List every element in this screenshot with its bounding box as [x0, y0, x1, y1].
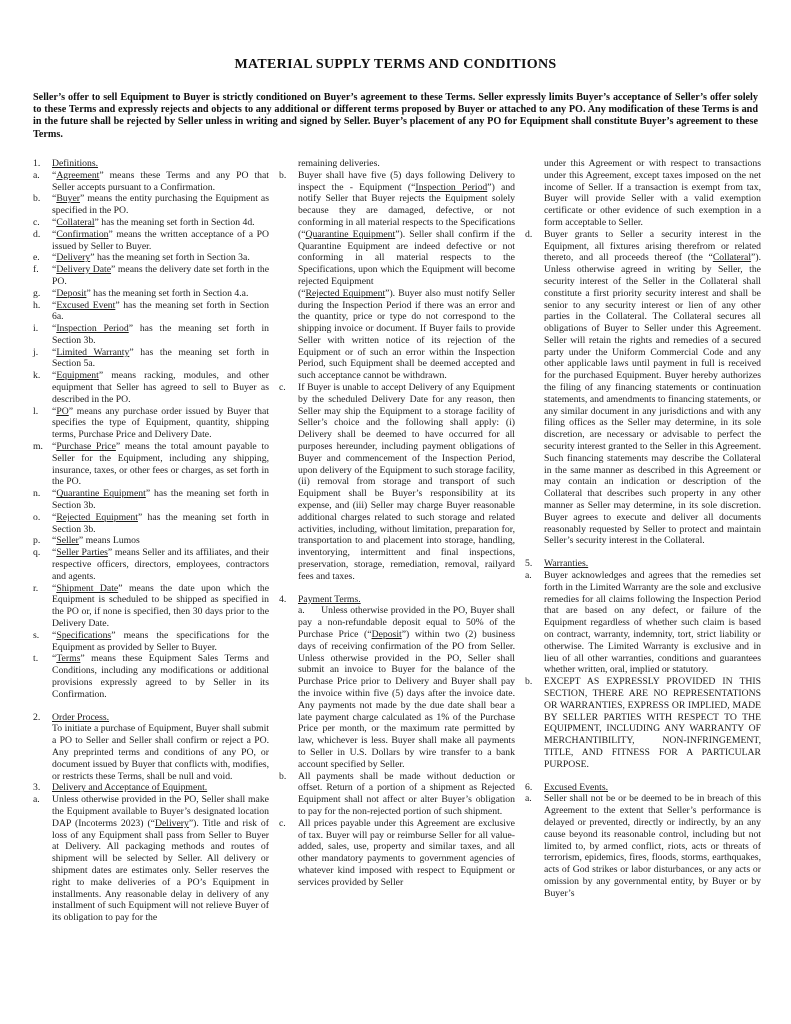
defined-term: Excused Events. — [544, 781, 609, 793]
continuation-text — [33, 723, 269, 782]
clause — [33, 535, 269, 547]
defined-term: Rejected Equipment — [56, 511, 138, 523]
text-run: a. Unless otherwise provided in the PO, Buyer shall pay a non-refundable deposit equal to 50% of the Purchase Price (“ — [298, 605, 515, 641]
clause — [33, 170, 269, 194]
text-run: “ — [52, 252, 57, 264]
text-run: All prices payable under this Agreement are exclusive of tax. Buyer will pay or reimburse Seller for all value-added, sales, use, property and similar taxes, and all other mandatory payments to government agencies of whatever kind imposed with respect to Equipment or services provided by Seller — [298, 817, 515, 888]
column-2 — [279, 158, 515, 924]
clause — [33, 794, 269, 924]
item-text — [298, 605, 515, 769]
text-run: EXCEPT AS EXPRESSLY PROVIDED IN THIS SECTION, THERE ARE NO REPRESENTATIONS OR WARRANTIES, EXPRESS OR IMPLIED, MADE BY SELLER PARTIES WITH RESPECT TO THE EQUIPMENT, INCLUDING ANY WARRANTY OF MERCHANTIBILITY, NON-INFRINGEMENT, TITLE, AND FITNESS FOR A PARTICULAR PURPOSE. — [544, 676, 761, 770]
text-run: ”) within two (2) business days of receiving confirmation of the PO from Seller. Unless otherwise provided in the PO, Seller shall submit an invoice to Buyer for the balance of the Purchase Price prior to Delivery and Buyer shall pay the invoice within five (5) days after the invoice date. Any payments not made by the due date shall bear a late payment charge calculated as 1% of the Purchase Price per month, or the maximum rate permitted by law, whichever is less. Buyer shall make all payments to Seller in U.S. Dollars by wire transfer to a bank account specified by Seller. — [298, 629, 515, 770]
item-text — [298, 818, 515, 888]
item-label: b. — [525, 676, 533, 688]
clause — [525, 793, 761, 899]
clause — [33, 630, 269, 654]
defined-term: Payment Terms. — [298, 593, 361, 605]
item-label: e. — [33, 252, 40, 264]
defined-term: Rejected Equipment — [305, 287, 386, 299]
text-run: ”). Unless otherwise agreed in writing by Seller, the security interest of the Seller in the Collateral shall constitute a first priority security interest and shall be senior to any security interest or lien of any other parties in the Collateral. The Collateral secures all obligations of Buyer to Seller under this Agreement. Seller will retain the rights and remedies of a secured party under the Uniform Commercial Code and any other applicable laws until payment in full is received for the purchased Equipment. Buyer hereby authorizes the filing of any financing statements or continuation statements, and amendments to financing statements, or any similar document in any jurisdictions and with any filing offices as the Seller may determine, in its sole discretion, are necessary or advisable to perfect the security interest granted to the Seller in this Agreement. Such financing statements may describe the Collateral in the same manner as described in this Agreement or may contain an indication or description of the Collateral that describes such property in any other manner as Seller may determine, in its sole discretion. Buyer agrees to execute and deliver all documents reasonably requested by Seller to protect and maintain Seller’s security interest in the Collateral. — [544, 252, 761, 547]
clause — [33, 547, 269, 582]
item-label: n. — [33, 488, 41, 500]
item-label: a. — [525, 793, 532, 805]
defined-term: Delivery Date — [56, 264, 112, 276]
defined-term: Limited Warranty — [56, 346, 130, 358]
text-run: “ — [52, 264, 57, 276]
text-run: ” has the meaning set forth in Section 3b. — [52, 323, 269, 346]
defined-term: Warranties. — [544, 558, 589, 570]
item-text — [52, 547, 269, 582]
defined-term: Delivery and Acceptance of Equipment. — [52, 782, 208, 794]
text-run: ” means these Terms and any PO that Seller accepts pursuant to a Confirmation. — [52, 169, 269, 193]
text-run: under this Agreement or with respect to transactions under this Agreement, except taxes imposed on the net income of Seller. If a transaction is exempt from tax, Buyer will provide Seller with a valid exemption certificate or other evidence of such exemption in a form acceptable to Seller. — [544, 157, 761, 228]
defined-term: Collateral — [712, 252, 752, 264]
item-label: 1. — [33, 157, 41, 169]
defined-term: Purchase Price — [56, 441, 116, 453]
defined-term: Quarantine Equipment — [305, 228, 396, 240]
item-text — [52, 288, 248, 299]
item-text — [298, 594, 361, 605]
item-label: o. — [33, 511, 41, 523]
defined-term: Deposit — [371, 629, 402, 641]
text-run: ” has the meaning set forth in Section 4d. — [94, 216, 255, 228]
item-text — [52, 512, 269, 535]
clause — [33, 252, 269, 264]
intro-paragraph: Seller’s offer to sell Equipment to Buyer is strictly conditioned on Buyer’s agreement to these Terms. Seller expressly limits Buyer’s acceptance of Seller’s offer solely to these Terms and expressly rejects and objects to any additional or different terms proposed by Buyer or attached to any PO. Any modification of these Terms is and in the future shall be rejected by Seller unless in writing and signed by Seller. Buyer’s placement of any PO for Equipment shall constitute Buyer’s agreement to these Terms. — [33, 92, 758, 140]
defined-term: Terms — [56, 653, 81, 665]
text-run: ” means Seller and its affiliates, and their respective officers, directors, employees, contractors and agents. — [52, 547, 269, 582]
item-label: d. — [33, 228, 41, 240]
text-run: ” means the date upon which the Equipment is scheduled to be shipped as specified in the PO or, if none is specified, then 30 days prior to the Delivery Date. — [52, 582, 269, 630]
text-run: Buyer shall have five (5) days following Delivery to inspect the - Equipment (“ — [298, 169, 515, 193]
defined-term: Inspection Period — [415, 181, 488, 193]
text-run: ” means the specifications for the Equipment as provided by Seller to Buyer. — [52, 629, 269, 653]
section-heading — [279, 594, 515, 606]
item-label: a. — [33, 169, 40, 181]
item-label: b. — [279, 770, 287, 782]
item-label: 2. — [33, 711, 41, 723]
item-label: i. — [33, 323, 39, 335]
item-text — [298, 382, 515, 582]
item-label: j. — [33, 346, 39, 358]
section-gap — [525, 547, 761, 558]
item-text — [52, 323, 269, 346]
defined-term: Buyer — [56, 193, 80, 205]
item-text — [52, 406, 269, 441]
text-run: “ — [52, 228, 57, 240]
defined-term: Definitions. — [52, 157, 99, 169]
text-run: “ — [52, 547, 57, 559]
text-run: Unless otherwise provided in the PO, Seller shall make the Equipment available to Buyer’s designated location DAP (Incoterms 2023) (“ — [52, 794, 269, 829]
section-heading — [525, 782, 761, 794]
text-run: ” means any purchase order issued by Buyer that specifies the type of Equipment, quantity, shipping terms, Purchase Price and Delivery Date. — [52, 405, 269, 441]
clause — [33, 653, 269, 700]
item-text — [298, 771, 515, 817]
item-text — [52, 170, 269, 193]
text-run: ”) and notify Seller that Buyer rejects the Equipment solely because they are damaged, defective, or not conforming in all material respects to the Specifications (“ — [298, 181, 516, 240]
section-gap — [525, 771, 761, 782]
item-label: c. — [279, 382, 286, 394]
item-label: h. — [33, 299, 41, 311]
clause — [33, 300, 269, 324]
defined-term: Equipment — [56, 370, 99, 382]
defined-term: Inspection Period — [56, 323, 129, 335]
column-3 — [525, 158, 761, 924]
text-run: ” has the meaning set forth in Section 4.a. — [86, 287, 249, 299]
text-run: “ — [52, 287, 57, 299]
section-heading — [33, 782, 269, 794]
text-run: ” has the meaning set forth in Section 3b. — [52, 488, 269, 512]
clause — [525, 676, 761, 770]
clause — [33, 229, 269, 253]
item-text — [544, 570, 761, 675]
defined-term: Shipment Date — [56, 582, 119, 594]
defined-term: Specifications — [56, 629, 112, 641]
text-run: ” means Lumos — [78, 535, 140, 547]
item-text — [52, 723, 269, 781]
clause — [33, 512, 269, 536]
clause — [33, 370, 269, 405]
section-gap — [279, 583, 515, 594]
item-label: k. — [33, 370, 41, 382]
item-label: 5. — [525, 558, 533, 570]
text-run: “ — [52, 629, 57, 641]
continuation-text — [279, 605, 515, 770]
text-run: ” means the entity purchasing the Equipment as specified in the PO. — [52, 193, 269, 217]
item-text — [52, 217, 255, 228]
text-run: “ — [52, 216, 57, 228]
item-label: 3. — [33, 782, 41, 794]
item-label: 4. — [279, 593, 287, 605]
section-heading — [525, 558, 761, 570]
item-text — [298, 170, 515, 382]
item-label: g. — [33, 287, 41, 299]
text-run: “ — [52, 370, 57, 382]
continuation-text — [525, 158, 761, 229]
defined-term: Order Process. — [52, 711, 110, 723]
item-text — [52, 653, 269, 699]
clause — [525, 229, 761, 548]
clause — [33, 347, 269, 371]
defined-term: Delivery — [56, 252, 91, 264]
defined-term: Excused Event — [56, 299, 116, 311]
item-text — [544, 676, 761, 770]
text-run: ” means the total amount payable to Seller for the Equipment, including any shipping, insurance, taxes, or other fees or charges, as set forth in the PO. — [52, 441, 269, 488]
item-label: c. — [279, 817, 286, 829]
item-text — [52, 264, 269, 287]
item-text — [544, 782, 608, 793]
defined-term: Quarantine Equipment — [56, 488, 146, 500]
text-run: ” has the meaning set forth in Section 3a. — [90, 252, 250, 264]
item-text — [52, 441, 269, 487]
section-heading — [33, 158, 269, 170]
text-run: Seller shall not be or be deemed to be in breach of this Agreement to the extent that Seller’s performance is delayed or prevented, directly or indirectly, by an any cause beyond its reasonable control, including but not limited to, by armed conflict, riots, acts or threats of terrorism, epidemics, fires, floods, storms, earthquakes, acts of God strikes or labor disturbances, or any acts or omission by any governmental entity, by Buyer or by Buyer’s — [544, 793, 761, 899]
item-text — [52, 370, 269, 405]
text-run: “ — [52, 193, 57, 205]
item-text — [52, 583, 269, 629]
item-label: a. — [525, 570, 532, 582]
clause — [33, 288, 269, 300]
text-run: ” means the written acceptance of a PO issued by Seller to Buyer. — [52, 228, 269, 252]
item-text — [52, 252, 250, 263]
item-text — [52, 782, 207, 793]
clause — [33, 217, 269, 229]
text-run: Buyer grants to Seller a security interest in the Equipment, all fixtures arising therefrom or related thereto, and all proceeds thereof (the “ — [544, 228, 761, 264]
clause — [279, 818, 515, 889]
text-run: All payments shall be made without deduction or offset. Return of a portion of a shipment as Rejected Equipment shall not affect or alter Buyer’s obligation to pay for the non-rejected portion of such shipment. — [298, 770, 515, 817]
item-label: 6. — [525, 781, 533, 793]
defined-term: Delivery — [154, 817, 189, 829]
text-run: “ — [52, 582, 57, 594]
text-run: ” has the meaning set forth in Section 5a. — [52, 346, 269, 370]
item-text — [52, 300, 269, 323]
defined-term: Seller — [56, 535, 79, 547]
text-run: If Buyer is unable to accept Delivery of any Equipment by the scheduled Delivery Date for any reason, then Seller may ship the Equipment to a storage facility of Seller’s choice and the following shall apply: (i) Delivery shall be deemed to have occurred for all purposes hereunder, including payment obligations of Buyer and commencement of the Inspection Period, upon delivery of the Equipment to such storage facility, (ii) removal from storage and transport of such Equipment shall be Buyer’s responsibility at its expense, and (iii) Seller may charge Buyer reasonable additional charges related to such storage and related activities, including, without limitation, preparation for, transportation to and placement into storage, handling, inventorying, intermittent and final inspections, preservation, storage, remediation, removal, railyard fees and taxes. — [298, 382, 515, 582]
clause — [525, 570, 761, 676]
clause — [33, 488, 269, 512]
text-run: ”). Title and risk of loss of any Equipment shall pass from Seller to Buyer at Delivery. All packaging methods and routes of shipment will be selected by Seller. All delivery or shipment dates are estimates only. Seller reserves the right to make deliveries of a PO’s Equipment in installments. Any reasonable delay in delivery of any installment of such Equipment will not relieve Buyer of its obligation to pay for the — [52, 817, 269, 924]
item-label: a. — [33, 794, 40, 806]
text-run: ” means these Equipment Sales Terms and Conditions, including any modifications or additional provisions expressly agreed to by Seller in its Confirmation. — [52, 653, 269, 700]
text-run: ” has the meaning set forth in Section 6a. — [52, 299, 269, 323]
text-run: ”). Buyer also must notify Seller during the Inspection Period if there was an error and the quantity, price or type do not correspond to the shipping invoice or document. If Buyer fails to provide Seller with written notice of its rejection of the Equipment or of such an error within the Inspection Period, such Equipment shall be deemed accepted and such acceptance cannot be withdrawn. — [298, 287, 515, 382]
item-text — [52, 794, 269, 923]
text-run: ” means racking, modules, and other equipment that Seller has agreed to sell to Buyer as described in the PO. — [52, 370, 269, 405]
item-label: c. — [33, 216, 40, 228]
text-run: Buyer acknowledges and agrees that the remedies set forth in the Limited Warranty are the sole and exclusive remedies for all claims following the Inspection Period that are based on any defect, or failure of the Equipment regardless of whether such claim is based on contract, warranty, indemnity, tort, strict liability or otherwise. The Limited Warranty is exclusive and in lieu of all other warranties, conditions and guarantees whether written, oral, implied or statutory. — [544, 570, 761, 676]
text-run: To initiate a purchase of Equipment, Buyer shall submit a PO to Seller and Seller shall confirm or reject a PO. Any preprinted terms and conditions of any PO, or document issued by Buyer that conflicts with, modifies, or restricts these Terms, shall be null and void. — [52, 723, 269, 782]
text-run: ”). Seller shall confirm if the Quarantine Equipment are indeed defective or not conforming in all material respects to the Specifications, upon which the Equipment will become rejected Equipment — [298, 228, 515, 287]
column-1 — [33, 158, 269, 924]
item-label: r. — [33, 582, 39, 594]
clause — [33, 406, 269, 441]
item-text — [52, 347, 269, 370]
text-run: ” means the delivery date set forth in the PO. — [52, 264, 269, 287]
defined-term: Agreement — [56, 169, 100, 181]
item-text — [52, 712, 109, 723]
clause — [279, 771, 515, 818]
item-label: b. — [33, 193, 41, 205]
item-label: s. — [33, 629, 40, 641]
text-run: ” has the meaning set forth in Section 3b. — [52, 511, 269, 535]
item-label: q. — [33, 547, 41, 559]
text-run: “ — [52, 653, 57, 665]
clause — [33, 323, 269, 347]
clause — [33, 441, 269, 488]
text-run: (“ — [298, 287, 306, 299]
item-text — [298, 158, 380, 169]
item-text — [544, 558, 588, 569]
item-text — [52, 158, 98, 169]
defined-term: Deposit — [56, 287, 87, 299]
section-heading — [33, 712, 269, 724]
text-run: “ — [52, 405, 57, 417]
text-run: “ — [52, 441, 57, 453]
item-text — [52, 630, 269, 653]
item-label: l. — [33, 405, 39, 417]
clause — [33, 583, 269, 630]
section-gap — [33, 701, 269, 712]
item-label: m. — [33, 441, 43, 453]
text-run: remaining deliveries. — [298, 157, 380, 169]
text-run: “ — [52, 323, 57, 335]
item-label: p. — [33, 535, 41, 547]
document-title: MATERIAL SUPPLY TERMS AND CONDITIONS — [234, 57, 557, 72]
item-text — [52, 229, 269, 252]
text-run: “ — [52, 299, 57, 311]
defined-term: Confirmation — [56, 228, 109, 240]
text-run: “ — [52, 488, 57, 500]
defined-term: PO — [56, 405, 69, 417]
terms-columns — [33, 158, 761, 924]
text-run: “ — [52, 169, 57, 181]
defined-term: Collateral — [56, 216, 95, 228]
clause — [279, 170, 515, 382]
clause — [33, 264, 269, 288]
item-label: t. — [33, 653, 39, 665]
text-run: “ — [52, 535, 57, 547]
item-label: d. — [525, 228, 533, 240]
item-text — [544, 229, 761, 547]
clause — [279, 382, 515, 583]
text-run: “ — [52, 346, 57, 358]
item-text — [52, 535, 140, 546]
item-text — [52, 193, 269, 216]
item-text — [544, 793, 761, 898]
item-label: b. — [279, 169, 287, 181]
continuation-text — [279, 158, 515, 170]
item-text — [52, 488, 269, 511]
item-text — [544, 158, 761, 228]
clause — [33, 193, 269, 217]
item-label: f. — [33, 264, 39, 276]
defined-term: Seller Parties — [56, 547, 108, 559]
text-run: “ — [52, 511, 57, 523]
